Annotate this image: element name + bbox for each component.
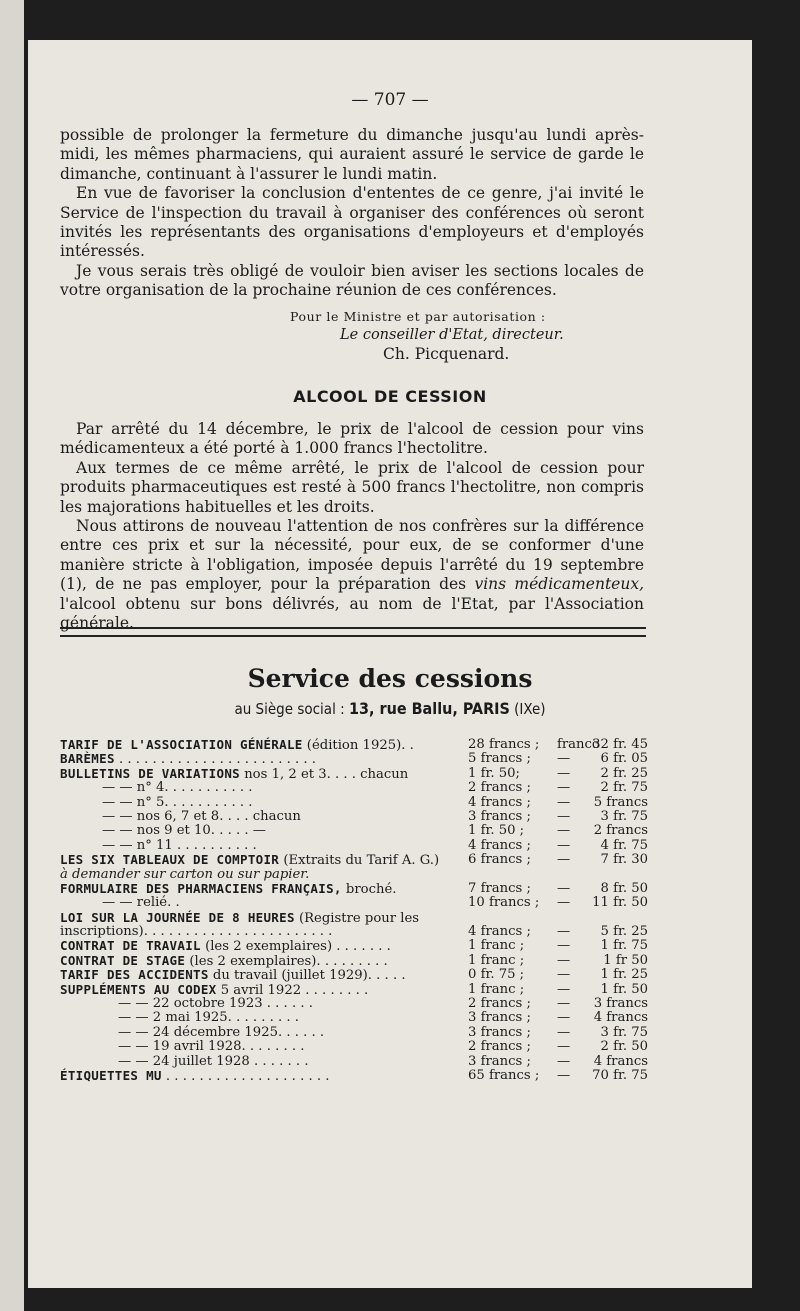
- price-member: 5 francs ;: [468, 751, 531, 767]
- tarif-row: [60, 953, 648, 967]
- tarif-item-label: [60, 867, 309, 882]
- tarif-item-detail: . . . . . . . . . . . . . . . . . . . . . . . .: [114, 752, 316, 768]
- price-member: 4 francs ;: [468, 837, 531, 853]
- tarif-item-label: [102, 809, 301, 824]
- price-franco: 4 francs: [593, 1053, 648, 1069]
- tarif-item-detail: — — n° 11 . . . . . . . . . .: [102, 837, 257, 853]
- price-franco: 2 francs: [593, 823, 648, 839]
- tarif-item-label: [118, 996, 313, 1011]
- tarif-item-title: BARÈMES: [60, 751, 115, 767]
- address-street: 13, rue Ballu, PARIS: [348, 699, 510, 718]
- tarif-item-detail: — — 24 décembre 1925. . . . . .: [118, 1024, 325, 1040]
- tarif-item-label: [60, 1068, 329, 1084]
- tarif-row: [60, 1010, 648, 1024]
- tarif-item-label: [118, 1039, 304, 1054]
- price-franco: 2 fr. 75: [600, 780, 648, 796]
- price-member: 4 francs ;: [468, 794, 531, 810]
- service-heading: Service des cessions: [247, 664, 533, 693]
- tarif-item-label: [102, 780, 252, 795]
- tarif-item-label: [118, 1054, 309, 1069]
- price-separator: —: [557, 1067, 571, 1083]
- price-member: 1 franc ;: [468, 952, 525, 968]
- price-member: 65 francs ;: [468, 1067, 540, 1083]
- price-franco: 7 fr. 30: [600, 852, 648, 868]
- price-separator: —: [557, 952, 571, 968]
- price-member: 3 francs ;: [468, 1024, 531, 1040]
- price-franco: 1 fr. 25: [600, 967, 648, 983]
- service-address: [28, 699, 752, 718]
- price-separator: —: [557, 1024, 571, 1040]
- tarif-row: [60, 737, 648, 751]
- tarif-row: [60, 924, 648, 938]
- price-franco: 5 fr. 25: [600, 924, 648, 940]
- price-separator: —: [557, 852, 571, 868]
- tarif-item-detail: — — n° 4. . . . . . . . . . .: [102, 780, 253, 796]
- signature-line-1: Pour le Ministre et par autorisation :: [290, 309, 546, 324]
- tarif-row: [60, 766, 648, 780]
- price-member: 4 francs ;: [468, 924, 531, 940]
- price-member: 6 francs ;: [468, 852, 531, 868]
- intro-paragraph-2: En vue de favoriser la conclusion d'ententes de ce genre, j'ai invité le Service de l'inspection du travail à organiser des conférences où seront invités les représentants des organisations d'employeurs et d'employés intéressés.: [60, 184, 644, 261]
- price-separator: —: [557, 1053, 571, 1069]
- tarif-item-detail: — — 22 octobre 1923 . . . . . .: [118, 996, 313, 1012]
- tarif-item-detail: — — 2 mai 1925. . . . . . . . .: [118, 1010, 299, 1026]
- price-separator: —: [557, 765, 571, 781]
- tarif-row: [60, 881, 648, 895]
- price-member: 2 francs ;: [468, 996, 531, 1012]
- tarif-item-label: [118, 1025, 324, 1040]
- price-member: 3 francs ;: [468, 1053, 531, 1069]
- price-franco: 3 fr. 75: [600, 808, 648, 824]
- signature-line-2: Le conseiller d'Etat, directeur.: [340, 327, 564, 343]
- tarif-item-title: ÉTIQUETTES MU: [60, 1067, 162, 1083]
- tarif-item-title: CONTRAT DE TRAVAIL: [60, 938, 201, 954]
- price-member: 3 francs ;: [468, 1010, 531, 1026]
- document-page: [28, 40, 752, 1288]
- tarif-item-detail: nos 1, 2 et 3. . . . chacun: [240, 766, 409, 782]
- price-franco: 70 fr. 75: [592, 1067, 648, 1083]
- tarif-item-detail: (Extraits du Tarif A. G.): [279, 853, 440, 869]
- tarif-row: [60, 823, 648, 837]
- tarif-item-label: [118, 1010, 299, 1025]
- tarif-item-title: LOI SUR LA JOURNÉE DE 8 HEURES: [60, 909, 295, 925]
- price-separator: —: [557, 1010, 571, 1026]
- tarif-list: [60, 737, 648, 1082]
- tarif-item-detail: — — n° 5. . . . . . . . . . .: [102, 794, 253, 810]
- tarif-item-detail: (Registre pour les: [294, 910, 420, 926]
- price-separator: —: [557, 981, 571, 997]
- intro-paragraph-1: possible de prolonger la fermeture du dimanche jusqu'au lundi après-midi, les mêmes pharmaciens, qui auraient assuré le service de garde le dimanche, continuant à l'assurer le lundi matin.: [60, 126, 644, 183]
- tarif-item-label: [102, 838, 257, 853]
- tarif-item-detail: broché.: [341, 881, 397, 897]
- price-member: 2 francs ;: [468, 1039, 531, 1055]
- tarif-item-detail: 5 avril 1922 . . . . . . . .: [216, 982, 369, 998]
- tarif-item-title: TARIF DES ACCIDENTS: [60, 967, 209, 983]
- alcool-paragraph-3-italic: vins médicamenteux,: [474, 575, 644, 594]
- price-separator: franco: [557, 737, 600, 752]
- price-separator: —: [557, 751, 571, 767]
- price-member: 3 francs ;: [468, 808, 531, 824]
- price-separator: —: [557, 794, 571, 810]
- price-separator: —: [557, 880, 571, 896]
- tarif-row: [60, 1054, 648, 1068]
- tarif-item-detail: (les 2 exemplaires) . . . . . . .: [200, 939, 391, 955]
- tarif-row: [60, 910, 648, 924]
- price-member: 1 franc ;: [468, 938, 525, 954]
- price-franco: 4 fr. 75: [600, 837, 648, 853]
- tarif-item-title: FORMULAIRE DES PHARMACIENS FRANÇAIS,: [60, 880, 342, 896]
- price-franco: 3 francs: [593, 996, 648, 1012]
- tarif-item-detail: — — 24 juillet 1928 . . . . . . .: [118, 1053, 309, 1069]
- tarif-item-label: [102, 895, 180, 910]
- tarif-item-title: SUPPLÉMENTS AU CODEX: [60, 981, 217, 997]
- alcool-text: [60, 420, 644, 633]
- price-separator: —: [557, 780, 571, 796]
- tarif-row: [60, 895, 648, 909]
- tarif-item-title: LES SIX TABLEAUX DE COMPTOIR: [60, 852, 280, 868]
- price-franco: 1 fr. 75: [600, 938, 648, 954]
- address-arrondissement: (IXe): [509, 700, 546, 718]
- price-separator: —: [557, 895, 571, 911]
- tarif-item-detail: — — nos 9 et 10. . . . . —: [102, 823, 266, 839]
- tarif-item-title: BULLETINS DE VARIATIONS: [60, 765, 240, 781]
- divider-rule-bottom: [60, 635, 646, 637]
- price-franco: 1 fr 50: [603, 952, 648, 968]
- price-member: 7 francs ;: [468, 880, 531, 896]
- price-franco: 4 francs: [593, 1010, 648, 1026]
- tarif-row: [60, 780, 648, 794]
- tarif-row: [60, 996, 648, 1010]
- tarif-item-detail: inscriptions). . . . . . . . . . . . . . . . . . . . . . .: [60, 924, 333, 940]
- price-franco: 32 fr. 45: [592, 737, 648, 752]
- adjacent-page-edge: [0, 0, 24, 1311]
- tarif-item-label: [60, 924, 332, 939]
- price-franco: 3 fr. 75: [600, 1024, 648, 1040]
- tarif-row: [60, 751, 648, 768]
- tarif-row: [60, 795, 648, 809]
- price-franco: 5 francs: [593, 794, 648, 810]
- tarif-item-detail: — — relié. .: [102, 895, 180, 911]
- tarif-row: [60, 867, 648, 881]
- price-separator: —: [557, 837, 571, 853]
- tarif-row: [60, 967, 648, 984]
- price-member: 0 fr. 75 ;: [468, 967, 525, 983]
- alcool-paragraph-2: Aux termes de ce même arrêté, le prix de l'alcool de cession pour produits pharmaceutiques est resté à 500 francs l'hectolitre, non compris les majorations habituelles et les droits.: [60, 458, 644, 516]
- price-franco: 8 fr. 50: [600, 880, 648, 896]
- tarif-item-title: TARIF DE L'ASSOCIATION GÉNÉRALE: [60, 737, 303, 752]
- price-franco: 1 fr. 50: [600, 981, 648, 997]
- price-member: 10 francs ;: [468, 895, 540, 911]
- tarif-item-detail: — — 19 avril 1928. . . . . . . .: [118, 1039, 305, 1055]
- price-separator: —: [557, 938, 571, 954]
- price-member: 2 francs ;: [468, 780, 531, 796]
- price-separator: —: [557, 1039, 571, 1055]
- tarif-item-detail: à demander sur carton ou sur papier.: [60, 866, 310, 882]
- tarif-row: [60, 1025, 648, 1039]
- tarif-row: [60, 938, 648, 955]
- price-member: 1 franc ;: [468, 981, 525, 997]
- tarif-row: [60, 852, 648, 869]
- intro-text: [60, 126, 644, 301]
- price-separator: —: [557, 924, 571, 940]
- price-member: 1 fr. 50;: [468, 765, 520, 781]
- price-separator: —: [557, 808, 571, 824]
- price-franco: 6 fr. 05: [600, 751, 648, 767]
- tarif-item-label: [102, 823, 266, 838]
- tarif-item-detail: du travail (juillet 1929). . . . .: [208, 968, 406, 984]
- price-separator: —: [557, 996, 571, 1012]
- tarif-item-detail: (édition 1925). .: [302, 738, 414, 753]
- page-number: — 707 —: [351, 90, 429, 110]
- tarif-item-detail: . . . . . . . . . . . . . . . . . . . .: [161, 1068, 330, 1084]
- alcool-paragraph-3-part-a: Nous attirons de nouveau l'attention de nos confrères sur la différence entre ces prix et sur la nécessité, pour eux, de se conformer d'une manière stricte à l'obligation, imposée depuis l'arrêté du 19 septembre (1), de ne pas employer, pour la préparation des: [60, 517, 644, 594]
- alcool-paragraph-1: Par arrêté du 14 décembre, le prix de l'alcool de cession pour vins médicamenteux a été porté à 1.000 francs l'hectolitre.: [60, 420, 644, 458]
- tarif-item-detail: — — nos 6, 7 et 8. . . . chacun: [102, 808, 301, 824]
- price-franco: 2 fr. 50: [600, 1039, 648, 1055]
- address-prefix: au Siège social :: [234, 700, 349, 718]
- tarif-row: [60, 809, 648, 823]
- alcool-paragraph-3-part-b: l'alcool obtenu sur bons délivrés, au nom de l'Etat, par l'Association générale.: [60, 594, 644, 633]
- alcool-heading: ALCOOL DE CESSION: [293, 387, 487, 406]
- divider-rule-top: [60, 627, 646, 629]
- price-member: 28 francs ;: [468, 737, 540, 752]
- tarif-item-detail: (les 2 exemplaires). . . . . . . . .: [185, 953, 388, 969]
- tarif-row: [60, 1039, 648, 1053]
- tarif-row: [60, 838, 648, 852]
- price-franco: 11 fr. 50: [592, 895, 648, 911]
- price-separator: —: [557, 823, 571, 839]
- signature-line-3: Ch. Picquenard.: [383, 345, 510, 363]
- alcool-paragraph-3: [60, 517, 644, 633]
- price-franco: 2 fr. 25: [600, 765, 648, 781]
- tarif-row: [60, 982, 648, 996]
- tarif-item-label: [102, 795, 252, 810]
- price-member: 1 fr. 50 ;: [468, 823, 525, 839]
- tarif-item-title: CONTRAT DE STAGE: [60, 952, 186, 968]
- intro-paragraph-3: Je vous serais très obligé de vouloir bien aviser les sections locales de votre organisation de la prochaine réunion de ces conférences.: [60, 261, 644, 300]
- price-separator: —: [557, 967, 571, 983]
- tarif-row: [60, 1068, 648, 1082]
